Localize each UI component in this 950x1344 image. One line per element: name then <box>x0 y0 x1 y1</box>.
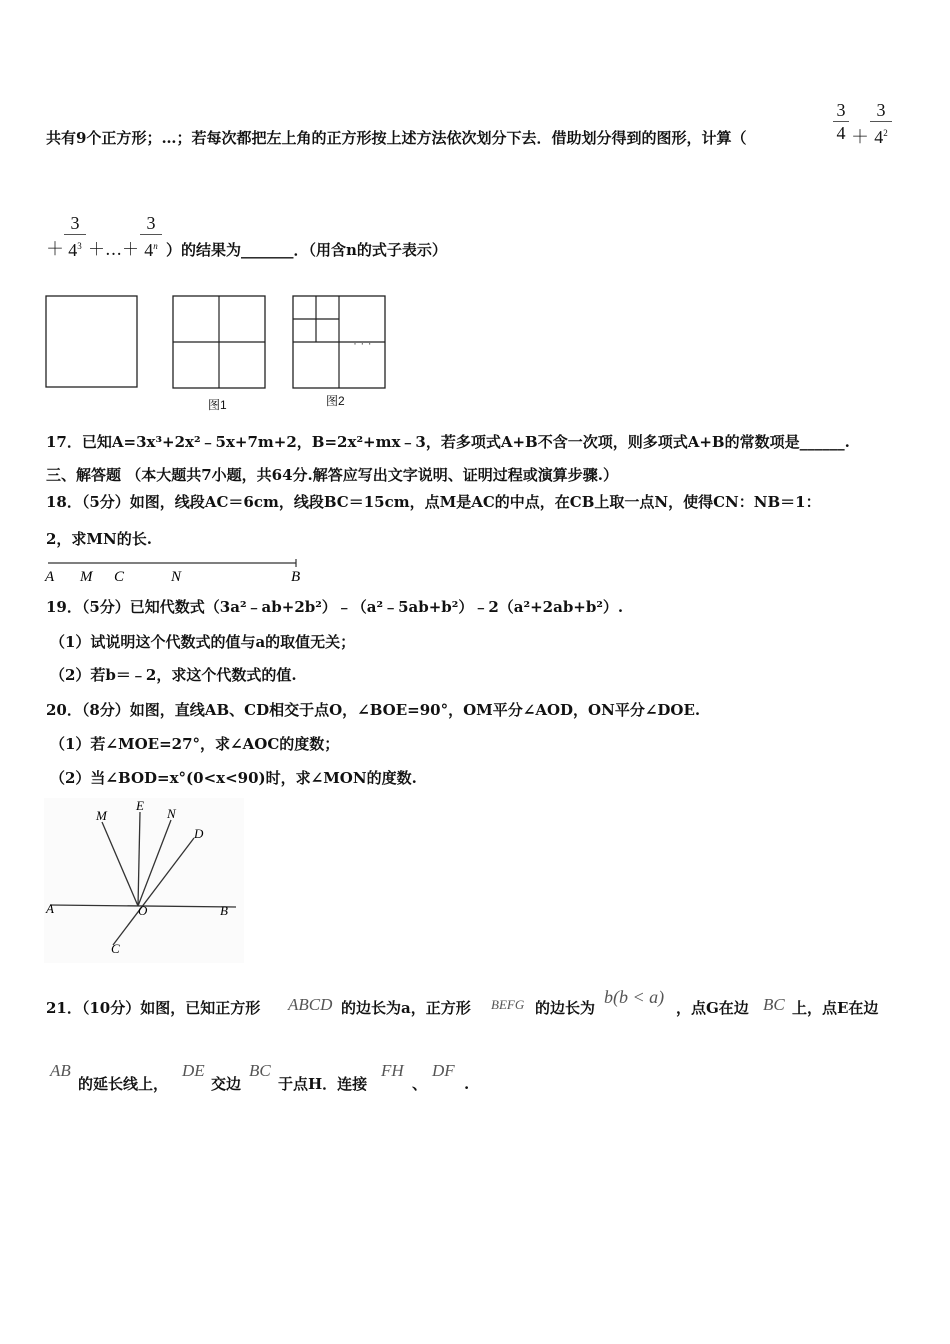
math-bc-2: BC <box>249 1061 271 1080</box>
math-fh: FH <box>381 1061 404 1080</box>
denominator: 4 <box>144 240 154 260</box>
square-fig0 <box>46 296 137 387</box>
q16-line2-tail: ）的结果为_______．（用含n的式子表示） <box>166 241 447 259</box>
question-21-part-g: 交边 <box>211 1075 242 1093</box>
label-b: B <box>291 569 301 585</box>
math-de: DE <box>182 1061 205 1080</box>
math-df: DF <box>432 1061 455 1080</box>
question-21-part-h: 于点H．连接 <box>278 1075 368 1093</box>
label-o: O <box>138 903 148 918</box>
question-18-line1: 18．（5分）如图，线段AC＝6cm，线段BC＝15cm，点M是AC的中点，在CB上取一点N，使得CN：NB＝1： <box>46 493 821 511</box>
fraction-3-over-4-squared <box>870 100 892 147</box>
label-d: D <box>194 826 204 841</box>
separator: 、 <box>412 1075 428 1093</box>
question-21-part-d: ，点G在边 <box>676 999 749 1017</box>
question-21-part-f: 的延长线上， <box>78 1075 169 1093</box>
math-b-lt-a: b(b < a) <box>604 987 665 1007</box>
label-e: E <box>136 798 144 813</box>
exponent: 2 <box>883 128 888 138</box>
plus-sign-2: ＋ <box>46 239 64 260</box>
denominator: 4 <box>874 127 884 147</box>
question-21-start: 21．（10分）如图，已知正方形 <box>46 999 261 1017</box>
question-19: 19．（5分）已知代数式（3a²﹣ab+2b²）﹣（a²﹣5ab+b²）﹣2（a²+2ab+b²）. <box>46 598 624 616</box>
squares-figure <box>40 290 430 415</box>
question-19-part1: （1）试说明这个代数式的值与a的取值无关； <box>50 633 356 651</box>
plus-sign: ＋ <box>851 127 869 148</box>
fraction-3-over-4-n <box>140 213 162 260</box>
ellipsis-mark: · · · <box>353 336 372 350</box>
denominator: 4 <box>836 123 846 143</box>
label-n: N <box>167 806 176 821</box>
numerator: 3 <box>876 100 886 120</box>
exponent: n <box>153 241 158 251</box>
question-21-part-c: 的边长为 <box>535 999 596 1017</box>
period: . <box>464 1075 470 1093</box>
question-18-line2: 2，求MN的长. <box>46 530 152 548</box>
label-c: C <box>111 941 120 956</box>
math-abcd: ABCD <box>288 995 333 1014</box>
question-20-part1: （1）若∠MOE=27°，求∠AOC的度数； <box>50 735 340 753</box>
numerator: 3 <box>146 213 156 233</box>
exponent: 3 <box>77 241 82 251</box>
label-a: A <box>46 901 54 916</box>
question-17: 17．已知A=3x³+2x²﹣5x+7m+2，B=2x²+mx﹣3，若多项式A+B不含一次项，则多项式A+B的常数项是______. <box>46 433 850 451</box>
math-befg: BEFG <box>491 997 525 1012</box>
angle-figure <box>44 798 244 963</box>
section-3-heading: 三、解答题 （本大题共7小题，共64分.解答应写出文字说明、证明过程或演算步骤.） <box>46 466 618 484</box>
fig2-caption: 图2 <box>326 394 345 408</box>
label-m: M <box>96 808 107 823</box>
q16-line1: 共有9个正方形；…；若每次都把左上角的正方形按上述方法依次划分下去．借助划分得到的图形，计算（ <box>46 129 747 147</box>
label-n: N <box>171 569 182 585</box>
fig1-caption: 图1 <box>208 398 227 412</box>
numerator: 3 <box>836 100 846 120</box>
label-m: M <box>80 569 93 585</box>
question-20: 20．（8分）如图，直线AB、CD相交于点O，∠BOE=90°，OM平分∠AOD，ON平分∠DOE. <box>46 701 701 719</box>
label-c: C <box>114 569 125 585</box>
question-19-part2: （2）若b＝﹣2，求这个代数式的值. <box>50 666 297 684</box>
math-ab: AB <box>50 1061 71 1080</box>
question-20-part2: （2）当∠BOD=x°(0<x<90)时，求∠MON的度数. <box>50 769 417 787</box>
fraction-3-over-4 <box>833 100 849 143</box>
numerator: 3 <box>70 213 80 233</box>
label-a: A <box>45 569 55 585</box>
denominator: 4 <box>68 240 78 260</box>
math-bc: BC <box>763 995 785 1014</box>
label-b: B <box>220 903 228 918</box>
plus-ellipsis-plus: ＋…＋ <box>88 240 139 260</box>
fraction-3-over-4-cubed <box>64 213 86 260</box>
square-fig1 <box>173 296 265 388</box>
question-21-part-b: 的边长为a，正方形 <box>341 999 471 1017</box>
segment-figure <box>40 556 310 586</box>
question-21-part-e: 上，点E在边 <box>792 999 879 1017</box>
